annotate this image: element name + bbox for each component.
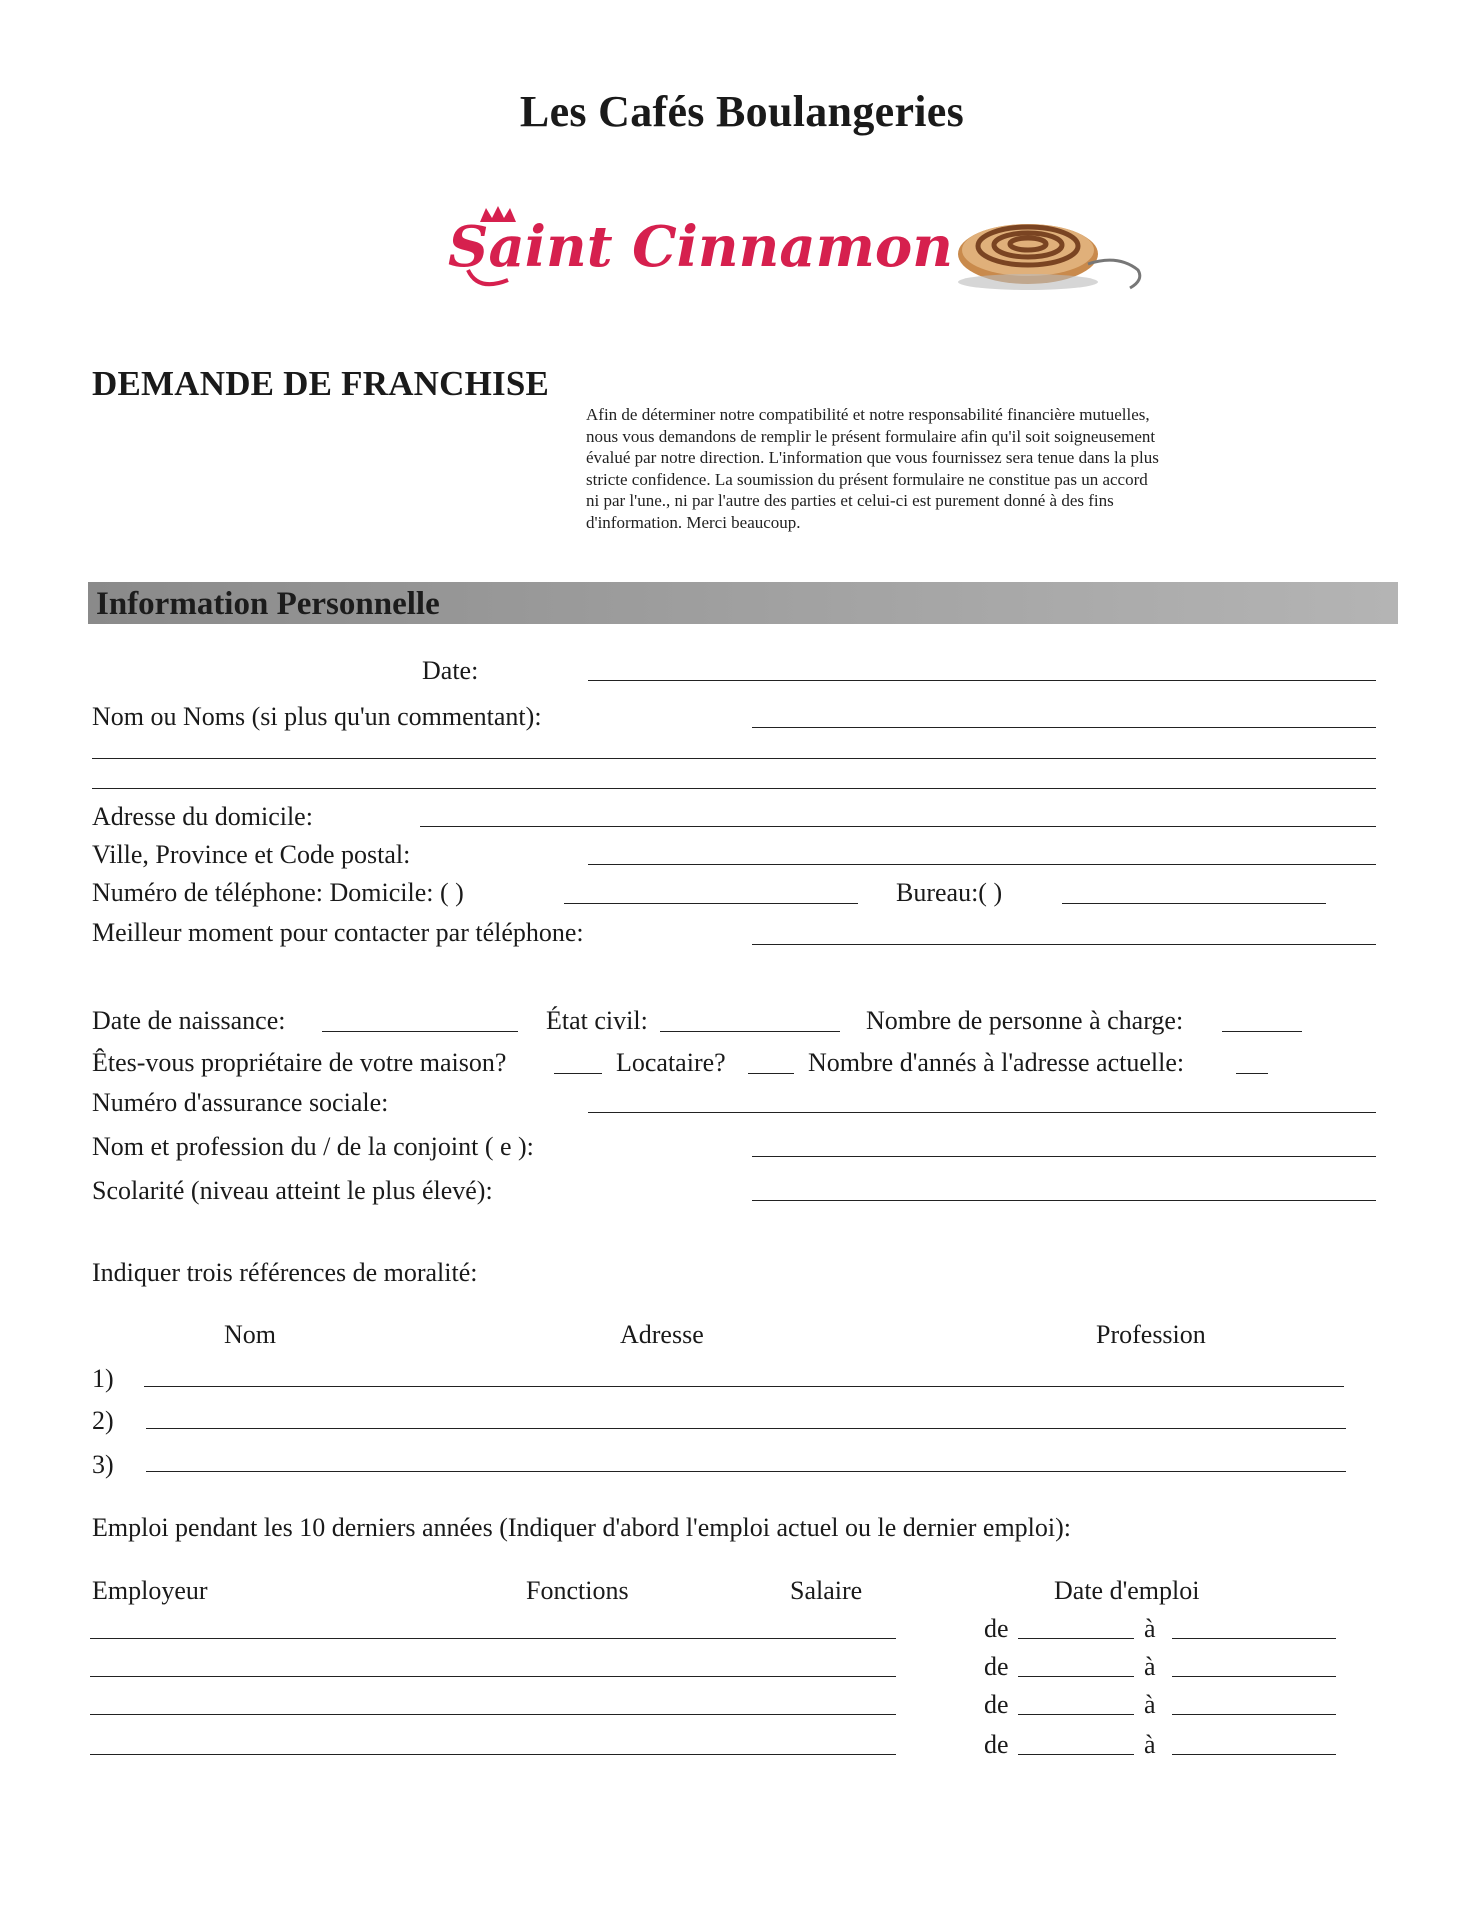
phone-office-label: Bureau:( ) bbox=[896, 878, 1003, 907]
employment-from-label: de bbox=[984, 1652, 1009, 1681]
employment-from-field-1[interactable] bbox=[1018, 1638, 1134, 1639]
employment-row-field-4[interactable] bbox=[90, 1754, 896, 1755]
employment-col-salaire: Salaire bbox=[790, 1576, 863, 1605]
dependents-label: Nombre de personne à charge: bbox=[866, 1006, 1184, 1035]
references-col-profession: Profession bbox=[1096, 1320, 1206, 1349]
intro-line: nous vous demandons de remplir le présent formulaire afin qu'il soit soigneusement bbox=[586, 426, 1156, 446]
reference-field-3[interactable] bbox=[146, 1471, 1346, 1472]
references-label: Indiquer trois références de moralité: bbox=[92, 1258, 478, 1287]
sin-label: Numéro d'assurance sociale: bbox=[92, 1088, 389, 1117]
employment-to-label: à bbox=[1144, 1614, 1156, 1643]
phone-home-label: Numéro de téléphone: Domicile: ( ) bbox=[92, 878, 464, 907]
cinnamon-roll-icon bbox=[958, 224, 1140, 290]
employment-col-employeur: Employeur bbox=[92, 1576, 208, 1605]
best-time-field[interactable] bbox=[752, 944, 1376, 945]
employment-to-field-3[interactable] bbox=[1172, 1714, 1336, 1715]
employment-from-label: de bbox=[984, 1614, 1009, 1643]
names-field-line-3[interactable] bbox=[92, 788, 1376, 789]
employment-row-field-1[interactable] bbox=[90, 1638, 896, 1639]
references-col-nom: Nom bbox=[224, 1320, 276, 1349]
form-heading: DEMANDE DE FRANCHISE bbox=[92, 364, 550, 403]
date-label: Date: bbox=[422, 656, 479, 685]
years-at-address-label: Nombre d'annés à l'adresse actuelle: bbox=[808, 1048, 1185, 1077]
spouse-field[interactable] bbox=[752, 1156, 1376, 1157]
employment-from-field-2[interactable] bbox=[1018, 1676, 1134, 1677]
employment-row-field-3[interactable] bbox=[90, 1714, 896, 1715]
education-label: Scolarité (niveau atteint le plus élevé): bbox=[92, 1176, 493, 1205]
employment-from-label: de bbox=[984, 1730, 1009, 1759]
education-field[interactable] bbox=[752, 1200, 1376, 1201]
intro-line: d'information. Merci beaucoup. bbox=[586, 512, 801, 532]
employment-to-field-4[interactable] bbox=[1172, 1754, 1336, 1755]
company-title: Les Cafés Boulangeries bbox=[519, 87, 965, 136]
employment-to-field-1[interactable] bbox=[1172, 1638, 1336, 1639]
owner-field[interactable] bbox=[554, 1073, 602, 1074]
reference-row-number: 3) bbox=[92, 1450, 114, 1479]
names-field[interactable] bbox=[752, 727, 1376, 728]
intro-line: Afin de déterminer notre compatibilité et notre responsabilité financière mutuelles, bbox=[586, 405, 1150, 424]
section-header bbox=[88, 582, 1398, 624]
employment-to-label: à bbox=[1144, 1730, 1156, 1759]
date-field[interactable] bbox=[588, 680, 1376, 681]
names-label: Nom ou Noms (si plus qu'un commentant): bbox=[92, 702, 542, 731]
logo-text: Saint Cinnamon bbox=[448, 214, 953, 280]
section-title: Information Personnelle bbox=[96, 586, 440, 622]
reference-field-2[interactable] bbox=[146, 1428, 1346, 1429]
civil-status-label: État civil: bbox=[546, 1006, 648, 1035]
best-time-label: Meilleur moment pour contacter par téléphone: bbox=[92, 918, 584, 947]
birth-date-field[interactable] bbox=[322, 1031, 518, 1032]
civil-status-field[interactable] bbox=[660, 1031, 840, 1032]
employment-to-label: à bbox=[1144, 1652, 1156, 1681]
employment-label: Emploi pendant les 10 derniers années (Indiquer d'abord l'emploi actuel ou le dernier emploi): bbox=[92, 1513, 1071, 1542]
city-field[interactable] bbox=[588, 864, 1376, 865]
tenant-field[interactable] bbox=[748, 1073, 794, 1074]
intro-line: stricte confidence. La soumission du présent formulaire ne constitue pas un accord bbox=[586, 469, 1148, 489]
intro-line: ni par l'une., ni par l'autre des parties et celui-ci est purement donné à des fins bbox=[586, 491, 1114, 510]
spouse-label: Nom et profession du / de la conjoint ( e ): bbox=[92, 1132, 534, 1161]
address-label: Adresse du domicile: bbox=[92, 802, 313, 831]
employment-col-fonctions: Fonctions bbox=[526, 1576, 629, 1605]
reference-row-number: 1) bbox=[92, 1364, 114, 1393]
names-field-line-2[interactable] bbox=[92, 758, 1376, 759]
address-field[interactable] bbox=[420, 826, 1376, 827]
dependents-field[interactable] bbox=[1222, 1031, 1302, 1032]
sin-field[interactable] bbox=[588, 1112, 1376, 1113]
employment-from-field-4[interactable] bbox=[1018, 1754, 1134, 1755]
phone-home-field[interactable] bbox=[564, 903, 858, 904]
birth-date-label: Date de naissance: bbox=[92, 1006, 286, 1035]
reference-field-1[interactable] bbox=[144, 1386, 1344, 1387]
tenant-label: Locataire? bbox=[616, 1048, 726, 1077]
employment-row-field-2[interactable] bbox=[90, 1676, 896, 1677]
saint-cinnamon-logo bbox=[448, 200, 1148, 310]
intro-paragraph bbox=[586, 404, 1266, 533]
intro-line: évalué par notre direction. L'information que vous fournissez sera tenue dans la plus bbox=[586, 448, 1159, 467]
employment-from-label: de bbox=[984, 1690, 1009, 1719]
logo-graphic bbox=[448, 200, 1148, 310]
references-col-adresse: Adresse bbox=[620, 1320, 704, 1349]
city-label: Ville, Province et Code postal: bbox=[92, 840, 411, 869]
employment-col-date: Date d'emploi bbox=[1054, 1576, 1200, 1605]
employment-to-label: à bbox=[1144, 1690, 1156, 1719]
phone-office-field[interactable] bbox=[1062, 903, 1326, 904]
employment-to-field-2[interactable] bbox=[1172, 1676, 1336, 1677]
reference-row-number: 2) bbox=[92, 1406, 114, 1435]
employment-from-field-3[interactable] bbox=[1018, 1714, 1134, 1715]
owner-label: Êtes-vous propriétaire de votre maison? bbox=[92, 1048, 507, 1077]
years-at-address-field[interactable] bbox=[1236, 1073, 1268, 1074]
